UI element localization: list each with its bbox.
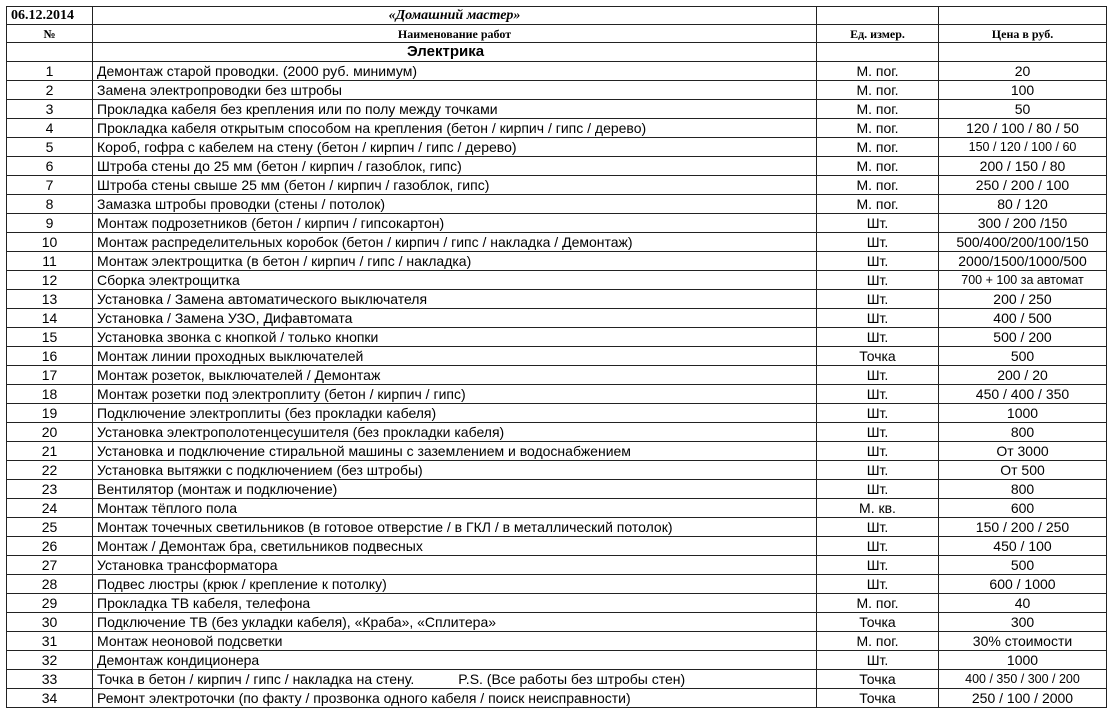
work-name-cell bbox=[93, 81, 817, 100]
price-cell: 500/400/200/100/150 bbox=[939, 233, 1107, 252]
unit-cell: Точка bbox=[817, 670, 939, 689]
table-row bbox=[7, 461, 1107, 480]
price-cell: 450 / 100 bbox=[939, 537, 1107, 556]
price-cell: 40 bbox=[939, 594, 1107, 613]
price-cell: 1000 bbox=[939, 651, 1107, 670]
price-cell: 200 / 150 / 80 bbox=[939, 157, 1107, 176]
unit-cell: М. кв. bbox=[817, 499, 939, 518]
unit-cell: Шт. bbox=[817, 385, 939, 404]
price-cell: 600 / 1000 bbox=[939, 575, 1107, 594]
unit-cell: М. пог. bbox=[817, 195, 939, 214]
table-row bbox=[7, 176, 1107, 195]
work-name: Установка и подключение стиральной машины с заземлением и водоснабжением bbox=[97, 443, 631, 459]
column-header-price: Цена в руб. bbox=[939, 25, 1107, 43]
unit-cell: Шт. bbox=[817, 442, 939, 461]
work-name: Монтаж розетки под электроплиту (бетон / кирпич / гипс) bbox=[97, 386, 466, 402]
work-name: Прокладка кабеля без крепления или по полу между точками bbox=[97, 101, 498, 117]
work-note: P.S. (Все работы без штробы стен) bbox=[458, 671, 686, 687]
unit-cell: М. пог. bbox=[817, 632, 939, 651]
work-name-cell bbox=[93, 480, 817, 499]
row-number: 34 bbox=[7, 689, 93, 708]
price-cell: 30% стоимости bbox=[939, 632, 1107, 651]
table-row bbox=[7, 309, 1107, 328]
table-row bbox=[7, 385, 1107, 404]
work-name: Монтаж распределительных коробок (бетон / кирпич / гипс / накладка / Демонтаж) bbox=[97, 234, 633, 250]
table-row bbox=[7, 100, 1107, 119]
price-cell: 600 bbox=[939, 499, 1107, 518]
row-number: 14 bbox=[7, 309, 93, 328]
table-row bbox=[7, 556, 1107, 575]
unit-cell: Шт. bbox=[817, 423, 939, 442]
work-name: Демонтаж старой проводки. (2000 руб. минимум) bbox=[97, 63, 418, 79]
row-number: 15 bbox=[7, 328, 93, 347]
table-row bbox=[7, 670, 1107, 689]
row-number: 2 bbox=[7, 81, 93, 100]
row-number: 18 bbox=[7, 385, 93, 404]
row-number: 33 bbox=[7, 670, 93, 689]
work-name-cell bbox=[93, 689, 817, 708]
table-row bbox=[7, 480, 1107, 499]
price-cell: 120 / 100 / 80 / 50 bbox=[939, 119, 1107, 138]
work-name: Замазка штробы проводки (стены / потолок) bbox=[97, 196, 385, 212]
row-number: 13 bbox=[7, 290, 93, 309]
table-row bbox=[7, 594, 1107, 613]
row-number: 20 bbox=[7, 423, 93, 442]
row-number: 5 bbox=[7, 138, 93, 157]
unit-cell: Шт. bbox=[817, 537, 939, 556]
price-cell: 800 bbox=[939, 423, 1107, 442]
work-name: Установка / Замена УЗО, Дифавтомата bbox=[97, 310, 353, 326]
work-name: Ремонт электроточки (по факту / прозвонка одного кабеля / поиск неисправности) bbox=[97, 690, 631, 706]
row-number: 32 bbox=[7, 651, 93, 670]
unit-cell: М. пог. bbox=[817, 81, 939, 100]
row-number: 24 bbox=[7, 499, 93, 518]
row-number: 16 bbox=[7, 347, 93, 366]
work-name-cell bbox=[93, 347, 817, 366]
row-number: 1 bbox=[7, 62, 93, 81]
unit-cell: Шт. bbox=[817, 233, 939, 252]
document-date: 06.12.2014 bbox=[7, 7, 93, 25]
price-cell: 100 bbox=[939, 81, 1107, 100]
row-number: 4 bbox=[7, 119, 93, 138]
unit-cell: М. пог. bbox=[817, 157, 939, 176]
table-row bbox=[7, 328, 1107, 347]
row-number: 12 bbox=[7, 271, 93, 290]
work-name: Демонтаж кондиционера bbox=[97, 652, 260, 668]
work-name-cell bbox=[93, 556, 817, 575]
work-name-cell bbox=[93, 404, 817, 423]
row-number: 31 bbox=[7, 632, 93, 651]
table-row bbox=[7, 632, 1107, 651]
row-number: 30 bbox=[7, 613, 93, 632]
work-name-cell bbox=[93, 157, 817, 176]
price-cell: 450 / 400 / 350 bbox=[939, 385, 1107, 404]
work-name: Монтаж подрозетников (бетон / кирпич / гипсокартон) bbox=[97, 215, 445, 231]
table-row bbox=[7, 613, 1107, 632]
price-cell: 250 / 200 / 100 bbox=[939, 176, 1107, 195]
table-row bbox=[7, 423, 1107, 442]
table-row bbox=[7, 252, 1107, 271]
work-name: Подключение ТВ (без укладки кабеля), «Краба», «Сплитера» bbox=[97, 614, 497, 630]
work-name: Точка в бетон / кирпич / гипс / накладка на стену. bbox=[97, 671, 415, 687]
work-name: Вентилятор (монтаж и подключение) bbox=[97, 481, 338, 497]
work-name: Установка / Замена автоматического выключателя bbox=[97, 291, 428, 307]
work-name-cell bbox=[93, 423, 817, 442]
work-name-cell bbox=[93, 366, 817, 385]
table-row bbox=[7, 347, 1107, 366]
price-cell: 200 / 20 bbox=[939, 366, 1107, 385]
work-name-cell bbox=[93, 195, 817, 214]
work-name-cell bbox=[93, 100, 817, 119]
section-title: Электрика bbox=[93, 43, 817, 62]
price-cell: От 3000 bbox=[939, 442, 1107, 461]
unit-cell: Точка bbox=[817, 613, 939, 632]
work-name: Установка звонка с кнопкой / только кнопки bbox=[97, 329, 379, 345]
price-cell: 150 / 120 / 100 / 60 bbox=[939, 138, 1107, 157]
work-name-cell bbox=[93, 233, 817, 252]
work-name: Монтаж / Демонтаж бра, светильников подвесных bbox=[97, 538, 423, 554]
table-row bbox=[7, 157, 1107, 176]
table-row bbox=[7, 518, 1107, 537]
table-row bbox=[7, 62, 1107, 81]
column-header-row bbox=[7, 25, 1107, 43]
work-name-cell bbox=[93, 575, 817, 594]
price-cell: 250 / 100 / 2000 bbox=[939, 689, 1107, 708]
work-name: Монтаж тёплого пола bbox=[97, 500, 238, 516]
work-name-cell bbox=[93, 461, 817, 480]
row-number: 8 bbox=[7, 195, 93, 214]
row-number: 21 bbox=[7, 442, 93, 461]
price-cell: 1000 bbox=[939, 404, 1107, 423]
work-name: Подключение электроплиты (без прокладки кабеля) bbox=[97, 405, 437, 421]
price-cell: 400 / 500 bbox=[939, 309, 1107, 328]
work-name-cell bbox=[93, 252, 817, 271]
row-number: 19 bbox=[7, 404, 93, 423]
price-cell: 2000/1500/1000/500 bbox=[939, 252, 1107, 271]
work-name-cell bbox=[93, 537, 817, 556]
row-number: 10 bbox=[7, 233, 93, 252]
work-name: Установка электрополотенцесушителя (без прокладки кабеля) bbox=[97, 424, 505, 440]
empty-cell bbox=[939, 43, 1107, 62]
work-name-cell bbox=[93, 62, 817, 81]
unit-cell: Шт. bbox=[817, 214, 939, 233]
document-title: «Домашний мастер» bbox=[93, 7, 817, 25]
work-name-cell bbox=[93, 119, 817, 138]
table-row bbox=[7, 138, 1107, 157]
empty-cell bbox=[939, 7, 1107, 25]
row-number: 6 bbox=[7, 157, 93, 176]
work-name: Монтаж электрощитка (в бетон / кирпич / гипс / накладка) bbox=[97, 253, 472, 269]
work-name: Штроба стены до 25 мм (бетон / кирпич / газоблок, гипс) bbox=[97, 158, 462, 174]
row-number: 28 bbox=[7, 575, 93, 594]
price-cell: 500 bbox=[939, 556, 1107, 575]
work-name-cell bbox=[93, 385, 817, 404]
work-name: Подвес люстры (крюк / крепление к потолку) bbox=[97, 576, 387, 592]
table-row bbox=[7, 689, 1107, 708]
work-name: Монтаж неоновой подсветки bbox=[97, 633, 283, 649]
price-cell: 50 bbox=[939, 100, 1107, 119]
row-number: 3 bbox=[7, 100, 93, 119]
unit-cell: М. пог. bbox=[817, 119, 939, 138]
work-name: Прокладка кабеля открытым способом на крепления (бетон / кирпич / гипс / дерево) bbox=[97, 120, 647, 136]
unit-cell: Шт. bbox=[817, 556, 939, 575]
price-cell: 500 bbox=[939, 347, 1107, 366]
work-name: Монтаж линии проходных выключателей bbox=[97, 348, 364, 364]
unit-cell: М. пог. bbox=[817, 100, 939, 119]
table-row bbox=[7, 404, 1107, 423]
work-name-cell bbox=[93, 518, 817, 537]
work-name: Установка вытяжки с подключением (без штробы) bbox=[97, 462, 423, 478]
price-cell: 20 bbox=[939, 62, 1107, 81]
row-number: 26 bbox=[7, 537, 93, 556]
row-number: 9 bbox=[7, 214, 93, 233]
unit-cell: Шт. bbox=[817, 290, 939, 309]
work-name: Сборка электрощитка bbox=[97, 272, 240, 288]
work-name-cell bbox=[93, 290, 817, 309]
unit-cell: Шт. bbox=[817, 271, 939, 290]
price-cell: 800 bbox=[939, 480, 1107, 499]
work-name-cell bbox=[93, 632, 817, 651]
price-cell: 700 + 100 за автомат bbox=[939, 271, 1107, 290]
section-row bbox=[7, 43, 1107, 62]
price-cell: 80 / 120 bbox=[939, 195, 1107, 214]
price-cell: 300 / 200 /150 bbox=[939, 214, 1107, 233]
unit-cell: Шт. bbox=[817, 651, 939, 670]
work-name: Штроба стены свыше 25 мм (бетон / кирпич / газоблок, гипс) bbox=[97, 177, 490, 193]
table-row bbox=[7, 233, 1107, 252]
work-name: Монтаж точечных светильников (в готовое отверстие / в ГКЛ / в металлический потолок) bbox=[97, 519, 673, 535]
unit-cell: М. пог. bbox=[817, 62, 939, 81]
work-name-cell bbox=[93, 651, 817, 670]
price-cell: 400 / 350 / 300 / 200 bbox=[939, 670, 1107, 689]
title-row bbox=[7, 7, 1107, 25]
work-name: Монтаж розеток, выключателей / Демонтаж bbox=[97, 367, 381, 383]
unit-cell: М. пог. bbox=[817, 594, 939, 613]
unit-cell: Точка bbox=[817, 347, 939, 366]
table-row bbox=[7, 214, 1107, 233]
unit-cell: Шт. bbox=[817, 575, 939, 594]
work-name-cell bbox=[93, 176, 817, 195]
table-row bbox=[7, 81, 1107, 100]
unit-cell: М. пог. bbox=[817, 138, 939, 157]
table-row bbox=[7, 366, 1107, 385]
table-row bbox=[7, 195, 1107, 214]
work-name-cell bbox=[93, 499, 817, 518]
work-name-cell bbox=[93, 214, 817, 233]
work-name: Прокладка ТВ кабеля, телефона bbox=[97, 595, 311, 611]
unit-cell: Шт. bbox=[817, 461, 939, 480]
work-name-cell bbox=[93, 613, 817, 632]
table-row bbox=[7, 271, 1107, 290]
price-cell: 200 / 250 bbox=[939, 290, 1107, 309]
unit-cell: Шт. bbox=[817, 518, 939, 537]
empty-cell bbox=[817, 7, 939, 25]
row-number: 29 bbox=[7, 594, 93, 613]
unit-cell: Шт. bbox=[817, 328, 939, 347]
work-name-cell bbox=[93, 670, 817, 689]
table-row bbox=[7, 651, 1107, 670]
row-number: 25 bbox=[7, 518, 93, 537]
work-name-cell bbox=[93, 309, 817, 328]
unit-cell: М. пог. bbox=[817, 176, 939, 195]
table-row bbox=[7, 290, 1107, 309]
price-cell: 300 bbox=[939, 613, 1107, 632]
price-cell: От 500 bbox=[939, 461, 1107, 480]
unit-cell: Шт. bbox=[817, 252, 939, 271]
unit-cell: Шт. bbox=[817, 366, 939, 385]
price-list-table bbox=[6, 6, 1107, 708]
work-name: Установка трансформатора bbox=[97, 557, 278, 573]
empty-cell bbox=[817, 43, 939, 62]
empty-cell bbox=[7, 43, 93, 62]
unit-cell: Шт. bbox=[817, 309, 939, 328]
unit-cell: Шт. bbox=[817, 404, 939, 423]
work-name-cell bbox=[93, 138, 817, 157]
work-name-cell bbox=[93, 328, 817, 347]
row-number: 7 bbox=[7, 176, 93, 195]
row-number: 27 bbox=[7, 556, 93, 575]
unit-cell: Шт. bbox=[817, 480, 939, 499]
table-row bbox=[7, 442, 1107, 461]
work-name-cell bbox=[93, 594, 817, 613]
row-number: 23 bbox=[7, 480, 93, 499]
table-row bbox=[7, 499, 1107, 518]
row-number: 17 bbox=[7, 366, 93, 385]
price-cell: 500 / 200 bbox=[939, 328, 1107, 347]
table-row bbox=[7, 119, 1107, 138]
work-name: Короб, гофра с кабелем на стену (бетон / кирпич / гипс / дерево) bbox=[97, 139, 517, 155]
row-number: 11 bbox=[7, 252, 93, 271]
column-header-unit: Ед. измер. bbox=[817, 25, 939, 43]
row-number: 22 bbox=[7, 461, 93, 480]
unit-cell: Точка bbox=[817, 689, 939, 708]
table-row bbox=[7, 537, 1107, 556]
price-cell: 150 / 200 / 250 bbox=[939, 518, 1107, 537]
work-name-cell bbox=[93, 442, 817, 461]
work-name: Замена электропроводки без штробы bbox=[97, 82, 342, 98]
column-header-name: Наименование работ bbox=[93, 25, 817, 43]
work-name-cell bbox=[93, 271, 817, 290]
column-header-number: № bbox=[7, 25, 93, 43]
table-row bbox=[7, 575, 1107, 594]
